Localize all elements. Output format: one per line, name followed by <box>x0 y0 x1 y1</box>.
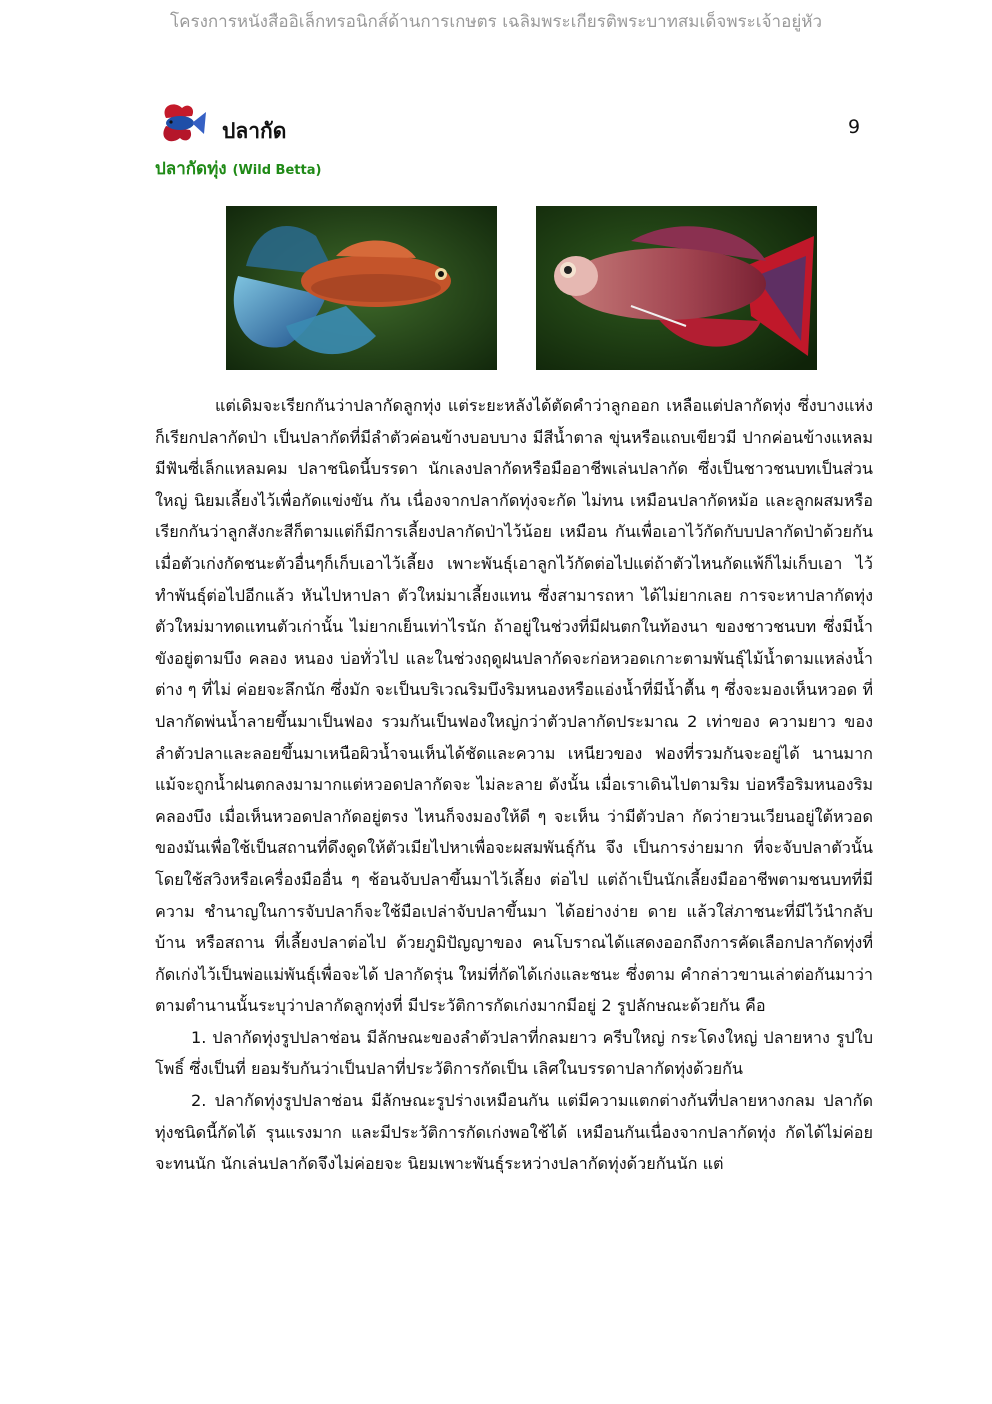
page-number: 9 <box>848 116 861 138</box>
section-title-english: (Wild Betta) <box>232 163 322 178</box>
running-header: โครงการหนังสืออิเล็กทรอนิกส์ด้านการเกษตร เฉลิมพระเกียรติพระบาทสมเด็จพระเจ้าอยู่หัว <box>169 12 823 32</box>
wild-betta-photo-left <box>226 206 497 370</box>
chapter-title: ปลากัด <box>222 119 287 143</box>
list-item: 1. ปลากัดทุ่งรูปปลาช่อน มีลักษณะของลำตัวปลาที่กลมยาว ครีบใหญ่ กระโดงใหญ่ ปลายหาง รูปใบโพธิ์ ซึ่งเป็นที่ ยอมรับกันว่าเป็นปลาที่ประวัติการกัดเป็น เลิศในบรรดาปลากัดทุ่งด้วยกัน <box>155 1027 873 1079</box>
section-heading <box>155 155 321 182</box>
article-body <box>155 390 873 1180</box>
wild-betta-photo-right <box>536 206 817 370</box>
betta-fish-icon <box>152 98 208 148</box>
list-item: 2. ปลากัดทุ่งรูปปลาช่อน มีลักษณะรูปร่างเหมือนกัน แต่มีความแตกต่างกันที่ปลายหางกลม ปลากัดทุ่งชนิดนี้กัดได้ รุนแรงมาก และมีประวัติการกัดเก่งพอใช้ได้ เหมือนกันเนื่องจากปลากัดทุ่ง กัดได้ไม่ค่อยจะทนนัก นักเล่นปลากัดจึงไม่ค่อยจะ นิยมเพาะพันธุ์ระหว่างปลากัดทุ่งด้วยกันนัก แต่ <box>155 1091 873 1174</box>
body-paragraph: แต่เดิมจะเรียกกันว่าปลากัดลูกทุ่ง แต่ระยะหลังได้ตัดคำว่าลูกออก เหลือแต่ปลากัดทุ่ง ซึ่งบางแห่งก็เรียกปลากัดป่า เป็นปลากัดที่มีลำตัวค่อนข้างบอบบาง มีสีน้ำตาล ขุ่นหรือแถบเขียวมี ปากค่อนข้างแหลม มีฟันซี่เล็กแหลมคม ปลาชนิดนี้บรรดา นักเลงปลากัดหรือมืออาชีพเล่นปลากัด ซึ่งเป็นชาวชนบทเป็นส่วนใหญ่ นิยมเลี้ยงไว้เพื่อกัดแข่งขัน กัน เนื่องจากปลากัดทุ่งจะกัด ไม่ทน เหมือนปลากัดหม้อ และลูกผสมหรือเรียกกันว่าลูกสังกะสีก็ตามแต่ก็มีการเลี้ยงปลากัดป่าไว้น้อย เหมือน กันเพื่อเอาไว้กัดกับบปลากัดป่าด้วยกัน เมื่อตัวเก่งกัดชนะตัวอื่นๆก็เก็บเอาไว้เลี้ยง เพาะพันธุ์เอาลูกไว้กัดต่อไปแต่ถ้าตัวไหนกัดแพ้ก็ไม่เก็บเอา ไว้ทำพันธุ์ต่อไปอีกแล้ว หันไปหาปลา ตัวใหม่มาเลี้ยงแทน ซึ่งสามารถหา ได้ไม่ยากเลย การจะหาปลากัดทุ่งตัวใหม่มาทดแทนตัวเก่านั้น ไม่ยากเย็นเท่าไรนัก ถ้าอยู่ในช่วงที่มีฝนตกในท้องนา ของชาวชนบท ซึ่งมีน้ำขังอยู่ตามบึง คลอง หนอง บ่อทั่วไป และในช่วงฤดูฝนปลากัดจะก่อหวอดเกาะตามพันธุ์ไม้น้ำตามแหล่งน้ำต่าง ๆ ที่ไม่ ค่อยจะลึกนัก ซึ่งมัก จะเป็นบริเวณริมบึงริมหนองหรือแอ่งน้ำที่มีน้ำตื้น ๆ ซึ่งจะมองเห็นหวอด ที่ ปลากัดพ่นน้ำลายขึ้นมาเป็นฟอง รวมกันเป็นฟองใหญ่กว่าตัวปลากัดประมาณ 2 เท่าของ ความยาว ของลำตัวปลาและลอยขึ้นมาเหนือผิวน้ำจนเห็นได้ชัดและความ เหนียวของ ฟองที่รวมกันจะอยู่ได้ นานมาก แม้จะถูกน้ำฝนตกลงมามากแต่หวอดปลากัดจะ ไม่ละลาย ดังนั้น เมื่อเราเดินไปตามริม บ่อหรือริมหนองริมคลองบึง เมื่อเห็นหวอดปลากัดอยู่ตรง ไหนก็จงมองให้ดี ๆ จะเห็น ว่ามีตัวปลา กัดว่ายวนเวียนอยู่ใต้หวอด ของมันเพื่อใช้เป็นสถานที่ดึงดูดให้ตัวเมียไปหาเพื่อจะผสมพันธุ์กัน จึง เป็นการง่ายมาก ที่จะจับปลาตัวนั้น โดยใช้สวิงหรือเครื่องมืออื่น ๆ ช้อนจับปลาขึ้นมาไว้เลี้ยง ต่อไป แต่ถ้าเป็นนักเลี้ยงมืออาชีพตามชนบทที่มีความ ชำนาญในการจับปลาก็จะใช้มือเปล่าจับปลาขึ้นมา ได้อย่างง่าย ดาย แล้วใส่ภาชนะที่มีไว้นำกลับบ้าน หรือสถาน ที่เลี้ยงปลาต่อไป ด้วยภูมิปัญญาของ คนโบราณได้แสดงออกถึงการคัดเลือกปลากัดทุ่งที่กัดเก่งไว้เป็นพ่อแม่พันธุ์เพื่อจะได้ ปลากัดรุ่น ใหม่ที่กัดได้เก่งและชนะ ซึ่งตาม คำกล่าวขานเล่าต่อกันมาว่าตามตำนานนั้นระบุว่าปลากัดลูกทุ่งที่ มีประวัติการกัดเก่งมากมีอยู่ 2 รูปลักษณะด้วยกัน คือ <box>155 396 873 1016</box>
section-title-thai: ปลากัดทุ่ง <box>155 159 227 179</box>
